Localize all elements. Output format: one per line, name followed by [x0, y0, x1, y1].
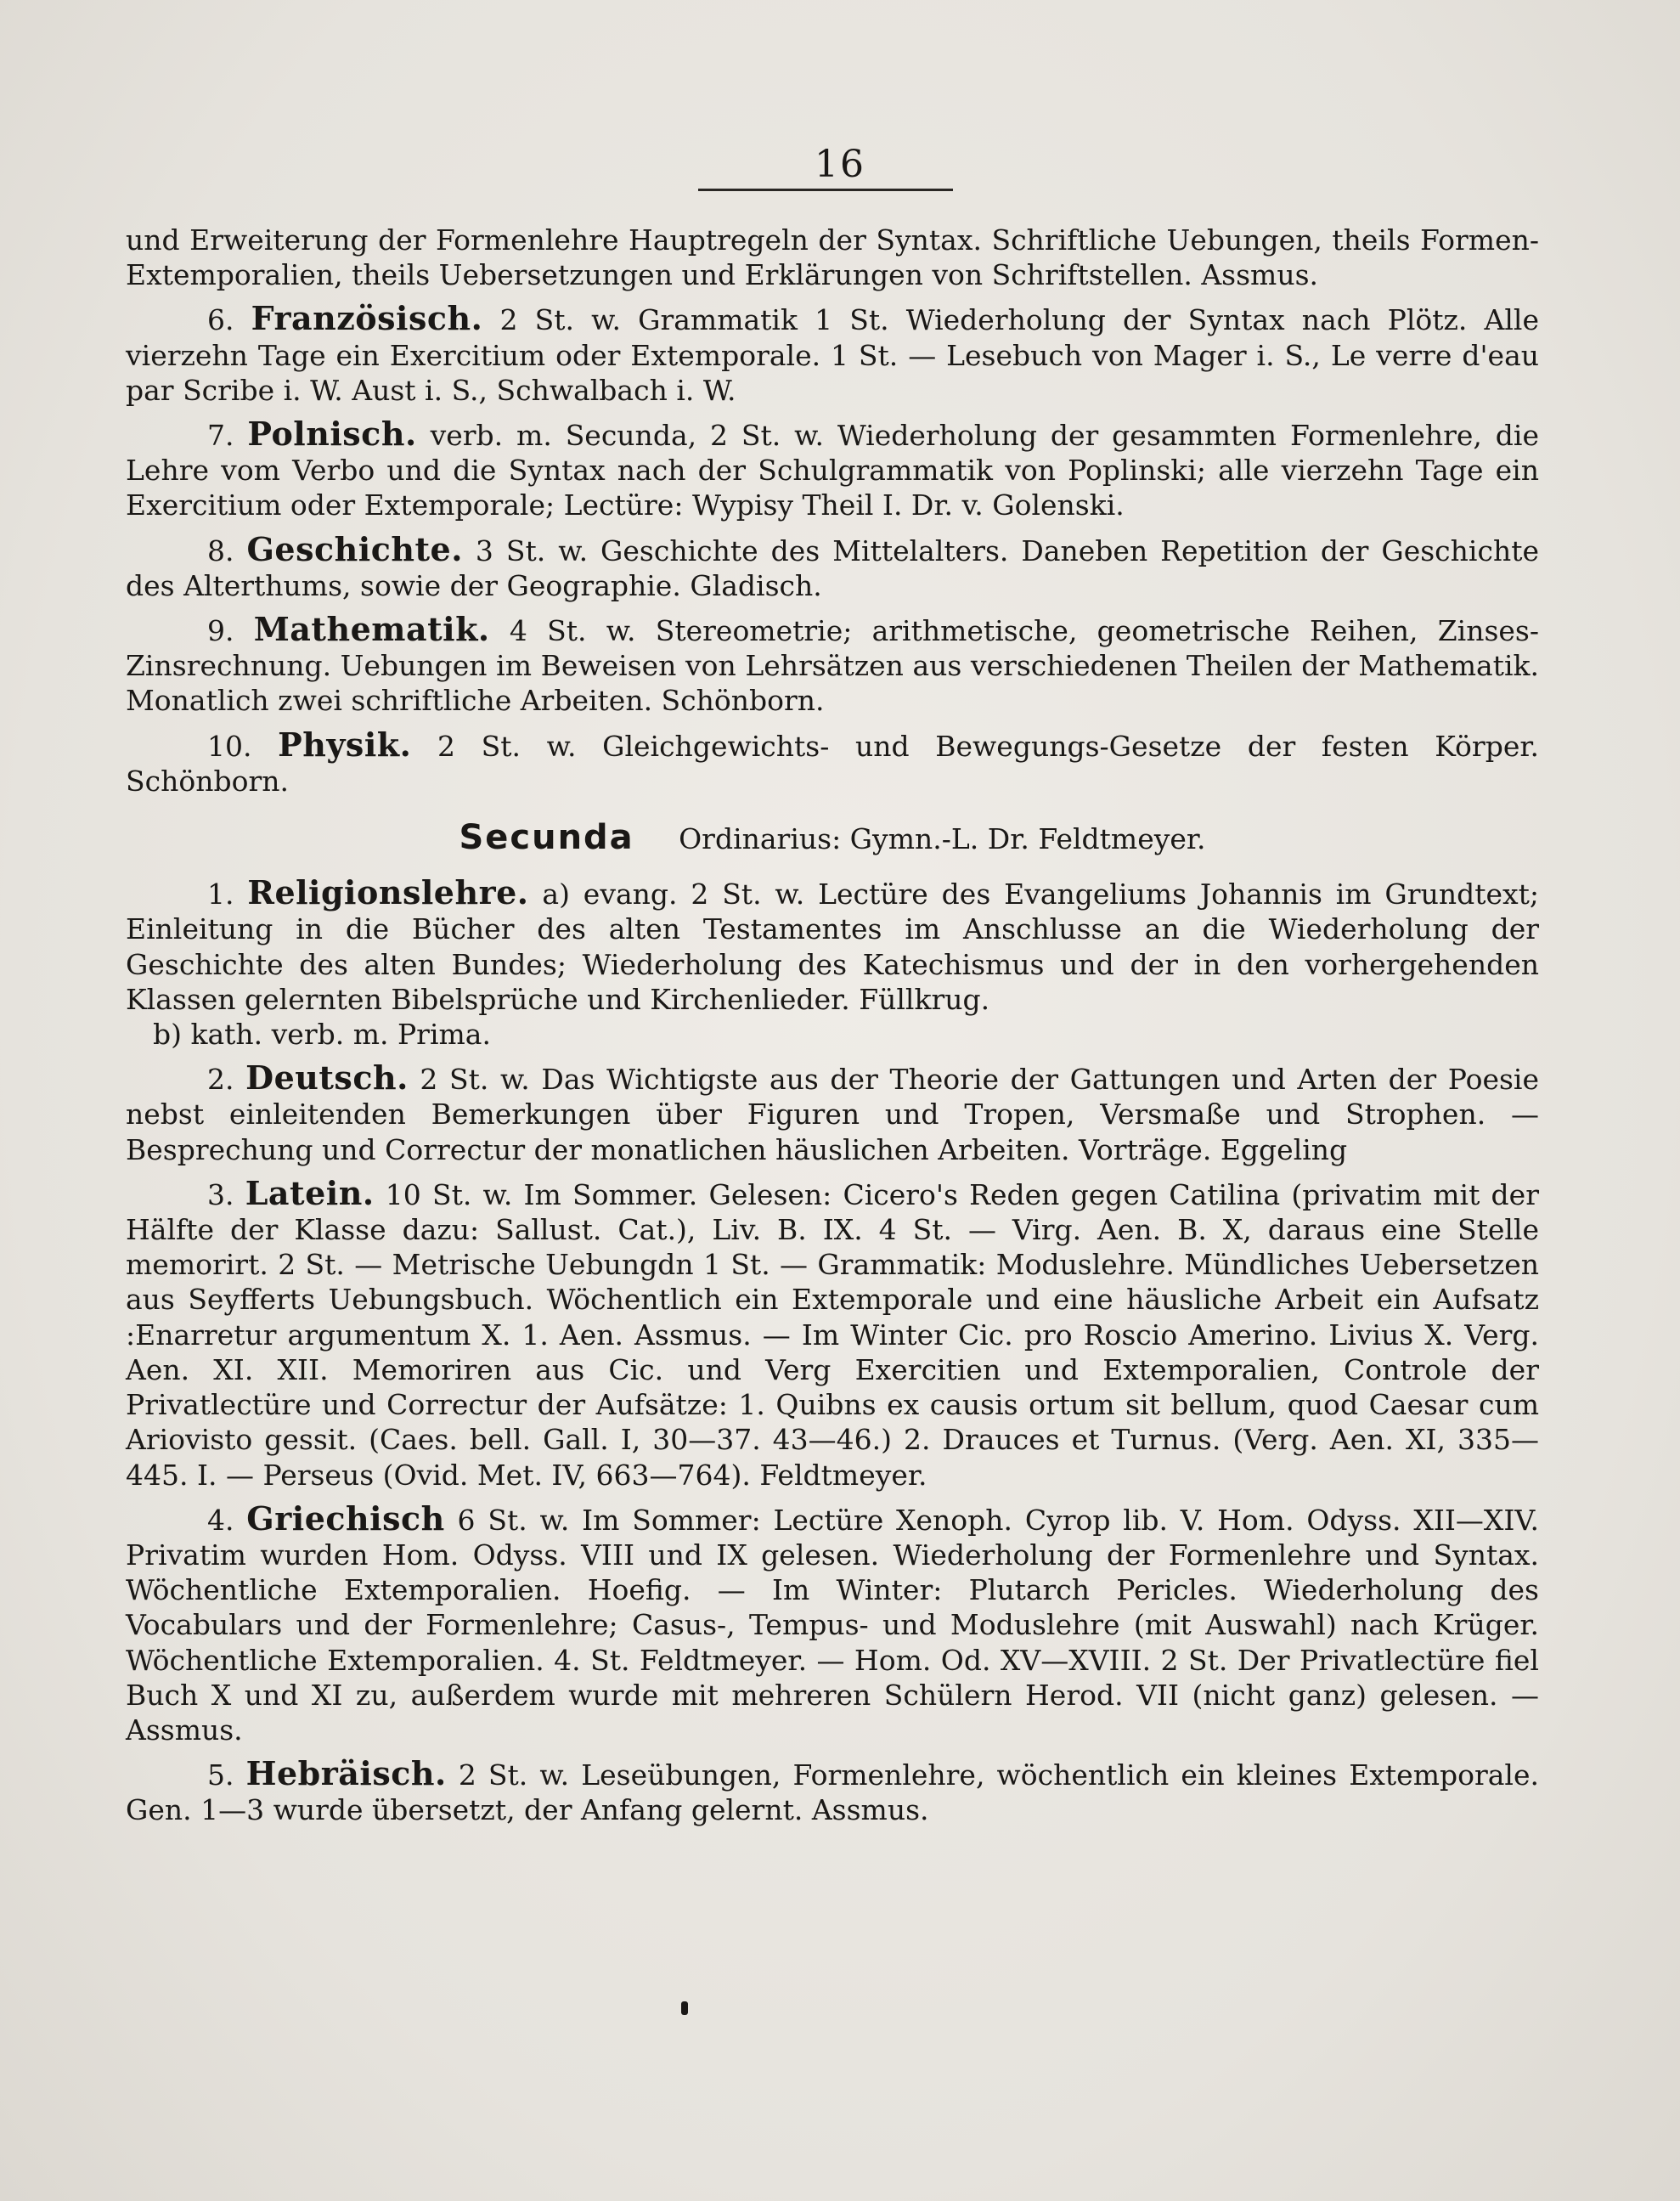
- section-subtitle: Ordinarius: Gymn.-L. Dr. Feldtmeyer.: [679, 822, 1206, 856]
- paragraph-continuation: und Erweiterung der Formenlehre Hauptregeln der Syntax. Schriftliche Uebungen, theils Formen-Extemporalien, theils Uebersetzungen und Erklärungen von Schriftstellen. Assmus.: [126, 223, 1539, 292]
- section-heading: [126, 818, 1539, 858]
- paragraph-text: 6 St. w. Im Sommer: Lectüre Xenoph. Cyrop lib. V. Hom. Odyss. XII—XIV. Privatim wurden Hom. Odyss. VIII und IX gelesen. Wiederholung der Formenlehre und Syntax. Wöchentliche Extemporalien. Hoefig. — Im Winter: Plutarch Pericles. Wiederholung des Vocabulars und der Formenlehre; Casus-, Tempus- und Moduslehre (mit Auswahl) nach Krüger. Wöchentliche Extemporalien. 4. St. Feldtmeyer. — Hom. Od. XV—XVIII. 2 St. Der Privatlectüre fiel Buch X und XI zu, außerdem wurde mit mehreren Schülern Herod. VII (nicht ganz) gelesen. — Assmus.: [126, 1503, 1539, 1747]
- item-number: 10.: [207, 729, 252, 763]
- paragraph-text: 3 St. w. Geschichte des Mittelalters. Daneben Repetition der Geschichte des Alterthums, sowie der Geographie. Gladisch.: [126, 533, 1539, 602]
- paragraph-text: 4 St. w. Stereometrie; arithmetische, geometrische Reihen, Zinses-Zinsrechnung. Uebungen im Beweisen von Lehrsätzen aus verschiedenen Theilen der Mathematik. Monatlich zwei schriftliche Arbeiten. Schönborn.: [126, 614, 1539, 718]
- paragraph-text: 10 St. w. Im Sommer. Gelesen: Cicero's Reden gegen Catilina (privatim mit der Hälfte der Klasse dazu: Sallust. Cat.), Liv. B. IX. 4 St. — Virg. Aen. B. X, daraus eine Stelle memorirt. 2 St. — Metrische Uebungdn 1 St. — Grammatik: Moduslehre. Mündliches Uebersetzen aus Seyfferts Uebungsbuch. Wöchentlich ein Extemporale und eine häusliche Arbeit ein Aufsatz :Enarretur argumentum X. 1. Aen. Assmus. — Im Winter Cic. pro Roscio Amerino. Livius X. Verg. Aen. XI. XII. Memoriren aus Cic. und Verg Exercitien und Extemporalien, Controle der Privatlectüre und Correctur der Aufsätze: 1. Quibns ex causis ortum sit bellum, quod Caesar cum Ariovisto gessit. (Caes. bell. Gall. I, 30—37. 43—46.) 2. Drauces et Turnus. (Verg. Aen. XI, 335—445. I. — Perseus (Ovid. Met. IV, 663—764). Feldtmeyer.: [126, 1177, 1539, 1492]
- item-number: 9.: [207, 614, 234, 648]
- subject-heading: Religionslehre.: [247, 873, 529, 912]
- subject-heading: Physik.: [278, 725, 412, 764]
- subject-heading: Französisch.: [251, 299, 483, 338]
- paragraph-griechisch: [126, 1498, 1539, 1747]
- subject-heading: Griechisch: [246, 1498, 445, 1538]
- paragraph-text: 2 St. w. Das Wichtigste aus der Theorie der Gattungen und Arten der Poesie nebst einleitenden Bemerkungen über Figuren und Tropen, Versmaße und Strophen. — Besprechung und Correctur der monatlichen häuslichen Arbeiten. Vorträge. Eggeling: [126, 1063, 1539, 1166]
- paragraph-religionslehre: [126, 875, 1539, 1017]
- subject-heading: Latein.: [245, 1173, 375, 1212]
- page-number: 16: [815, 143, 865, 186]
- paragraph-polnisch: [126, 416, 1539, 523]
- paragraph-geschichte: [126, 529, 1539, 603]
- subject-heading: Polnisch.: [247, 415, 417, 454]
- paragraph-text: 2 St. w. Grammatik 1 St. Wiederholung der Syntax nach Plötz. Alle vierzehn Tage ein Exercitium oder Extemporale. 1 St. — Lesebuch von Mager i. S., Le verre d'eau par Scribe i. W. Aust i. S., Schwalbach i. W.: [126, 303, 1539, 407]
- item-number: 7.: [207, 419, 234, 453]
- paragraph-franzoesisch: [126, 301, 1539, 408]
- subject-heading: Mathematik.: [253, 610, 490, 649]
- print-mark: [681, 2001, 688, 2015]
- paragraph-religion-kath: b) kath. verb. m. Prima.: [153, 1018, 491, 1052]
- item-number: 1.: [207, 878, 234, 911]
- paragraph-hebraeisch: [126, 1756, 1539, 1827]
- item-number: 3.: [207, 1177, 234, 1211]
- subject-heading: Geschichte.: [246, 529, 463, 568]
- text-body: [126, 223, 1539, 1828]
- paragraph-mathematik: [126, 612, 1539, 719]
- paragraph-latein: [126, 1173, 1539, 1493]
- paragraph-text: 2 St. w. Leseübungen, Formenlehre, wöchentlich ein kleines Extemporale. Gen. 1—3 wurde übersetzt, der Anfang gelernt. Assmus.: [126, 1758, 1539, 1827]
- item-number: 6.: [207, 303, 234, 337]
- paragraph-text: 2 St. w. Gleichgewichts- und Bewegungs-Gesetze der festen Körper. Schönborn.: [126, 729, 1539, 798]
- paragraph-deutsch: [126, 1060, 1539, 1167]
- item-number: 8.: [207, 533, 234, 567]
- paragraph-text: a) evang. 2 St. w. Lectüre des Evangeliums Johannis im Grundtext; Einleitung in die Bücher des alten Testamentes im Anschlusse an die Wiederholung der Geschichte des alten Bundes; Wiederholung des Katechismus und der in den vorhergehenden Klassen gelernten Bibelsprüche und Kirchenlieder. Füllkrug.: [126, 878, 1539, 1016]
- subject-heading: Hebräisch.: [245, 1754, 447, 1793]
- paragraph-physik: [126, 727, 1539, 799]
- subject-heading: Deutsch.: [245, 1058, 409, 1098]
- header-rule: [698, 189, 953, 191]
- item-number: 4.: [207, 1503, 234, 1537]
- section-title: Secunda: [459, 818, 634, 858]
- item-number: 5.: [207, 1758, 234, 1792]
- item-number: 2.: [207, 1063, 234, 1097]
- paragraph-text: verb. m. Secunda, 2 St. w. Wiederholung der gesammten Formenlehre, die Lehre vom Verbo und die Syntax nach der Schulgrammatik von Poplinski; alle vierzehn Tage ein Exercitium oder Extemporale; Lectüre: Wypisy Theil I. Dr. v. Golenski.: [126, 419, 1539, 522]
